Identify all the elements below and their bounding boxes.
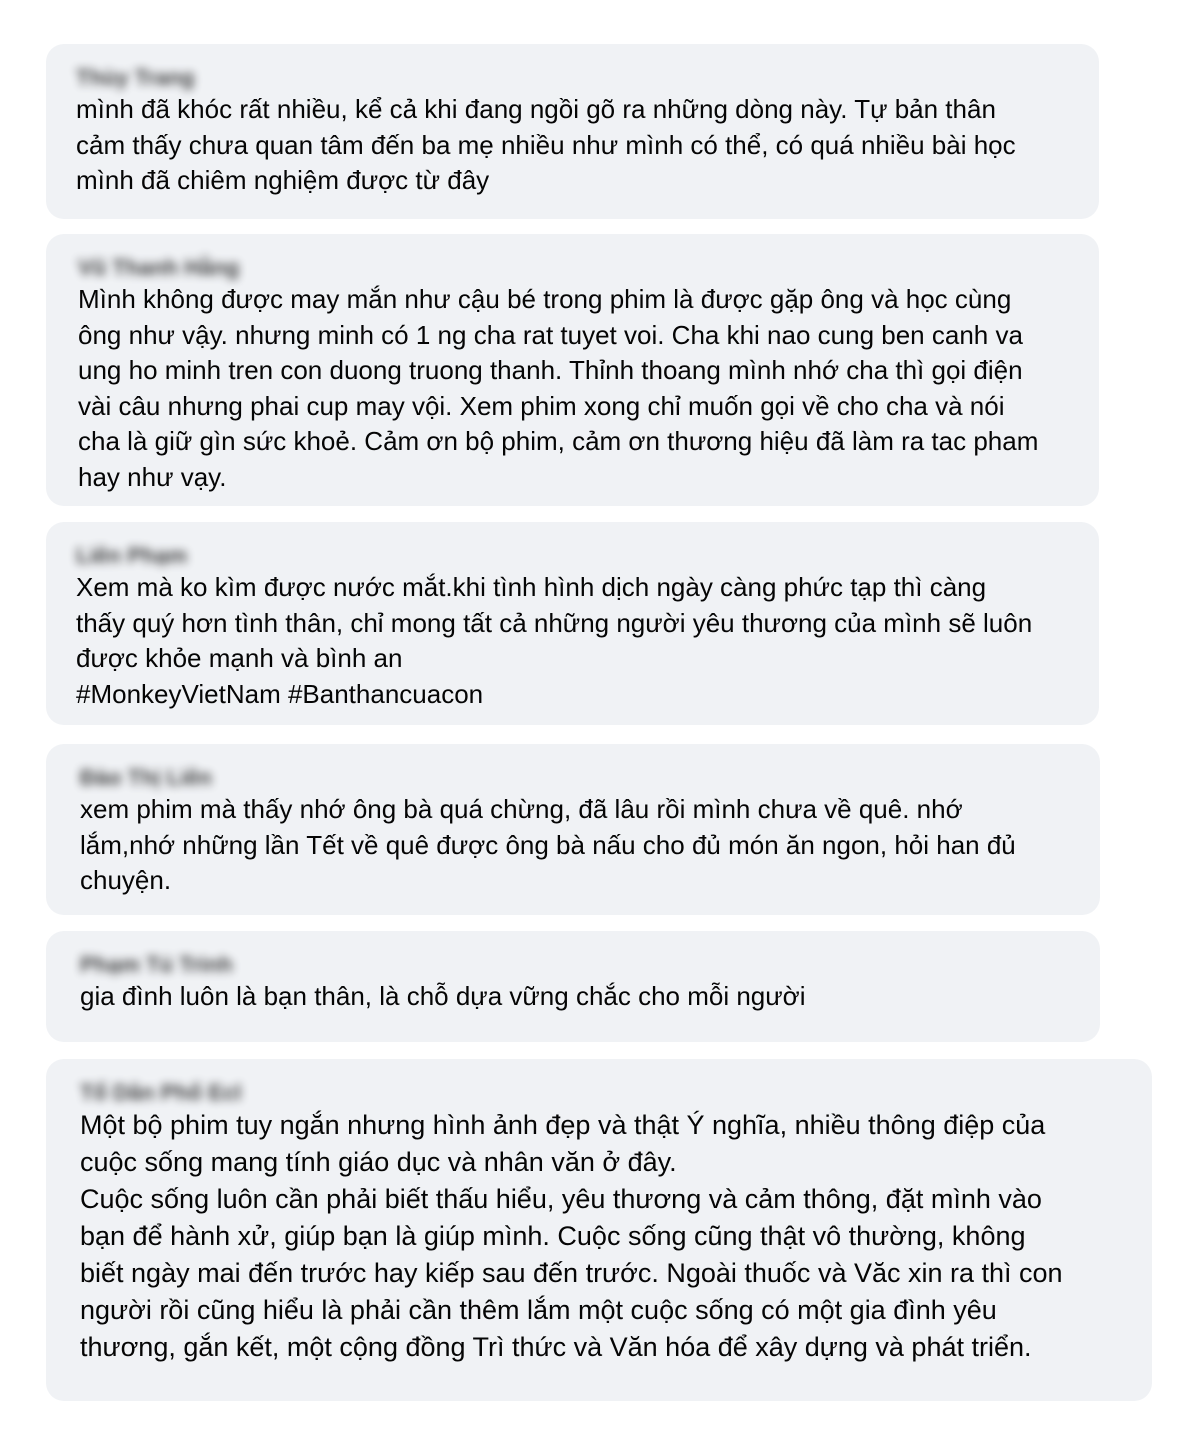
comment-line: gia đình luôn là bạn thân, là chỗ dựa vững chắc cho mỗi người [80, 981, 806, 1011]
comment-author[interactable]: Tổ Dân Phố Ecl [80, 1080, 242, 1105]
comment-line: ung ho minh tren con duong truong thanh. Thỉnh thoang mình nhớ cha thì gọi điện [78, 355, 1023, 385]
comment-bubble [46, 931, 1100, 1042]
comment-text [76, 570, 1075, 712]
comment-line: Cuộc sống luôn cần phải biết thấu hiểu, yêu thương và cảm thông, đặt mình vào [80, 1184, 1042, 1214]
comment-line: cha là giữ gìn sức khoẻ. Cảm ơn bộ phim, cảm ơn thương hiệu đã làm ra tac pham [78, 426, 1039, 456]
comment-line: bạn để hành xử, giúp bạn là giúp mình. Cuộc sống cũng thật vô thường, không [80, 1221, 1026, 1251]
comment-line: cuộc sống mang tính giáo dục và nhân văn ở đây. [80, 1147, 677, 1177]
comment-text [76, 92, 1075, 199]
comment-line: thương, gắn kết, một cộng đồng Trì thức và Văn hóa để xây dựng và phát triển. [80, 1332, 1032, 1362]
comment-line: người rồi cũng hiểu là phải cần thêm lắm một cuộc sống có một gia đình yêu [80, 1295, 997, 1325]
comment-line: mình đã chiêm nghiệm được từ đây [76, 165, 490, 195]
comment-line: mình đã khóc rất nhiều, kể cả khi đang ngồi gõ ra những dòng này. Tự bản thân [76, 94, 996, 124]
comment-text [80, 979, 1076, 1015]
comment-author[interactable]: Phạm Tú Trinh [80, 952, 233, 977]
comment-line: xem phim mà thấy nhớ ông bà quá chừng, đã lâu rồi mình chưa về quê. nhớ [80, 794, 963, 824]
comment-author[interactable]: Thùy Trang [76, 65, 195, 90]
comment-bubble [46, 522, 1099, 725]
comment-text [78, 282, 1075, 495]
comment-author[interactable]: Đào Thị Liên [80, 765, 212, 790]
comment-line: Một bộ phim tuy ngắn nhưng hình ảnh đẹp và thật Ý nghĩa, nhiều thông điệp của [80, 1110, 1046, 1140]
comment-line: cảm thấy chưa quan tâm đến ba mẹ nhiều như mình có thể, có quá nhiều bài học [76, 129, 1016, 160]
comment-line: Mình không được may mắn như cậu bé trong phim là được gặp ông và học cùng [78, 284, 1012, 314]
comment-author[interactable]: Vũ Thanh Hằng [78, 255, 240, 280]
hashtag-line[interactable]: #MonkeyVietNam #Banthancuacon [76, 678, 484, 709]
comment-line: được khỏe mạnh và bình an [76, 643, 403, 673]
comment-line: lắm,nhớ những lần Tết về quê được ông bà nấu cho đủ món ăn ngon, hỏi han đủ [80, 829, 1016, 860]
comment-line: biết ngày mai đến trước hay kiếp sau đến trước. Ngoài thuốc và Văc xin ra thì con [80, 1258, 1063, 1288]
comment-bubble [46, 744, 1100, 915]
comment-text [80, 1107, 1128, 1366]
comment-line: vài câu nhưng phai cup may vội. Xem phim xong chỉ muốn gọi về cho cha và nói [78, 390, 1005, 421]
comment-line: thấy quý hơn tình thân, chỉ mong tất cả những người yêu thương của mình sẽ luôn [76, 607, 1033, 638]
comment-author[interactable]: Liên Phạm [76, 543, 188, 568]
comment-bubble [46, 44, 1099, 219]
comment-line: ông như vậy. nhưng minh có 1 ng cha rat tuyet voi. Cha khi nao cung ben canh va [78, 319, 1023, 350]
comment-bubble [46, 234, 1099, 506]
comment-line: Xem mà ko kìm được nước mắt.khi tình hình dịch ngày càng phức tạp thì càng [76, 572, 987, 602]
comment-line: hay như vạy. [78, 461, 227, 492]
comment-text [80, 792, 1076, 899]
comment-line: chuyện. [80, 865, 172, 895]
comment-bubble [46, 1059, 1152, 1401]
